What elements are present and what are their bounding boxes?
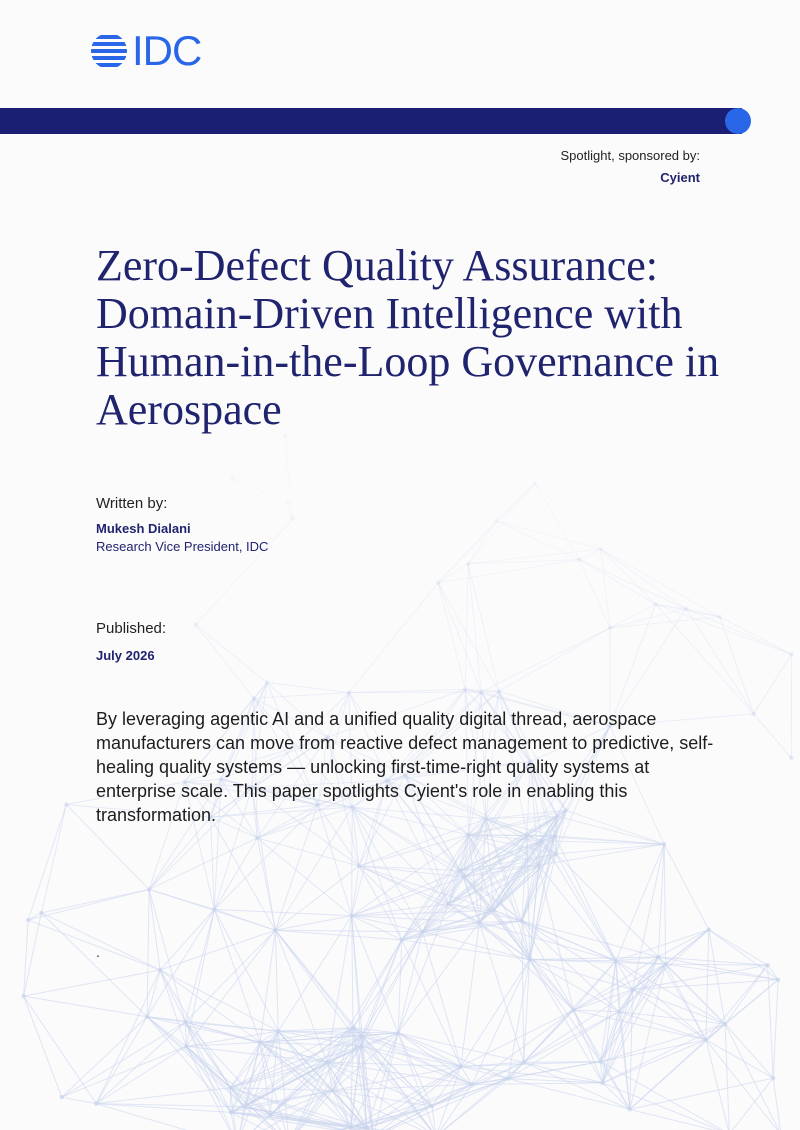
sponsor-label: Spotlight, sponsored by: bbox=[560, 148, 700, 163]
idc-logo bbox=[90, 27, 202, 74]
sponsor-block bbox=[561, 147, 700, 187]
published-label: Published: bbox=[96, 620, 167, 637]
document-title: Zero-Defect Quality Assurance: Domain-Driven Intelligence with Human-in-the-Loop Governance in Aerospace bbox=[96, 241, 720, 434]
written-by-label: Written by: bbox=[96, 495, 168, 512]
summary-paragraph: By leveraging agentic AI and a unified quality digital thread, aerospace manufacturers can move from reactive defect management to predictive, self-healing quality systems — unlocking first-time-right quality systems at enterprise scale. This paper spotlights Cyient's role in enabling this transformation. bbox=[96, 709, 714, 825]
author-block bbox=[96, 494, 268, 556]
author-role: Research Vice President, IDC bbox=[96, 539, 269, 554]
published-date: July 2026 bbox=[96, 648, 155, 663]
sponsor-name: Cyient bbox=[660, 170, 700, 185]
author-name: Mukesh Dialani bbox=[96, 521, 191, 536]
published-block bbox=[96, 619, 166, 665]
header-bar bbox=[0, 108, 742, 134]
header-bar-dot bbox=[725, 108, 751, 134]
logo-wordmark: IDC bbox=[132, 27, 202, 74]
footer-mark: . bbox=[96, 944, 100, 960]
globe-icon bbox=[90, 32, 128, 70]
